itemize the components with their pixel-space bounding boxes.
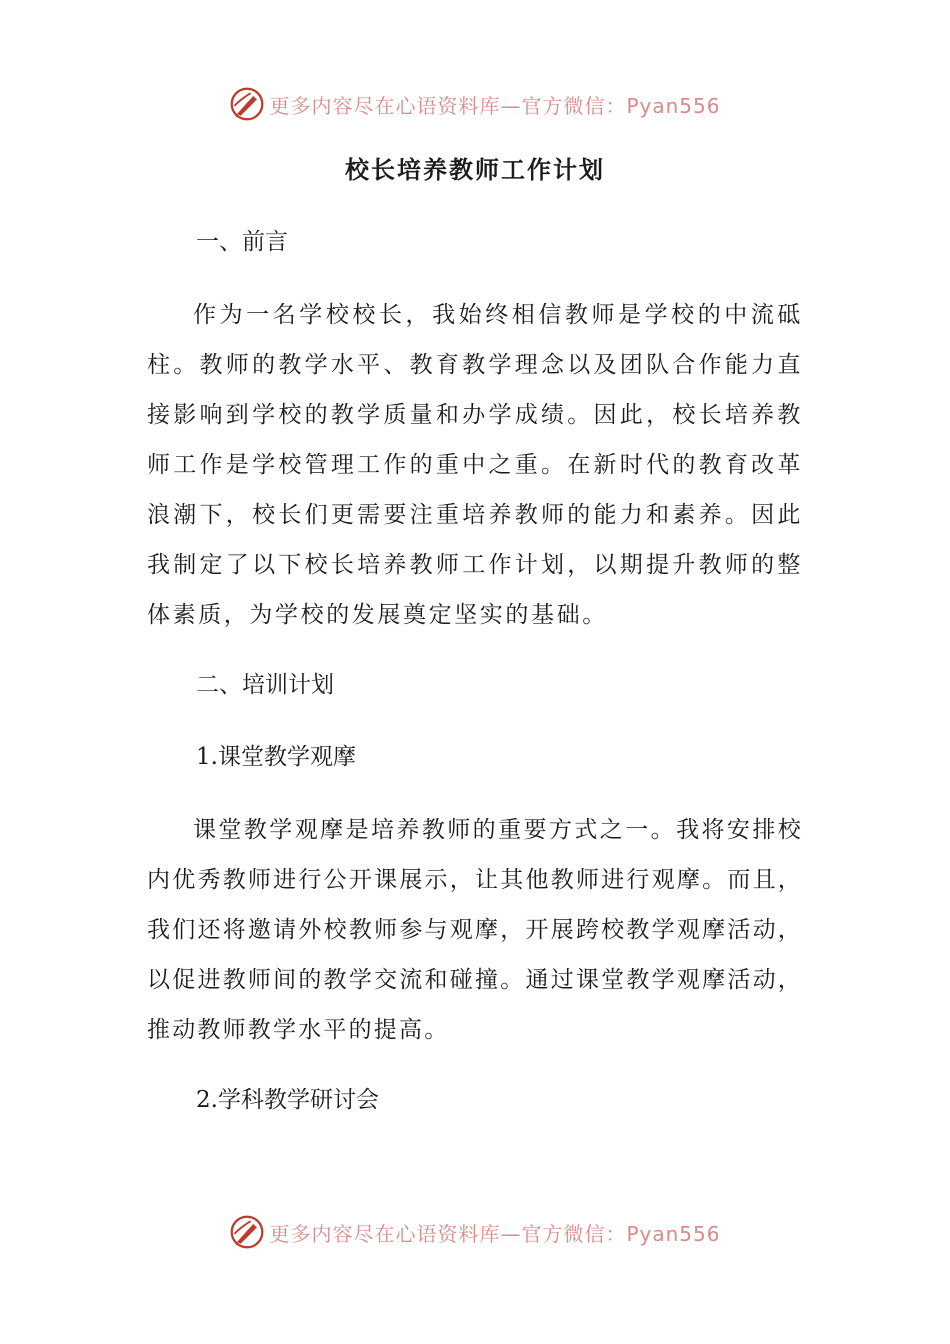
watermark-text: 更多内容尽在心语资料库—官方微信：Pyan556 [269,93,721,118]
section-heading-training-plan: 二、培训计划 [196,672,334,698]
watermark-text: 更多内容尽在心语资料库—官方微信：Pyan556 [269,1221,721,1246]
pen-logo-icon [229,86,265,122]
footer-watermark [0,1210,950,1254]
classroom-observation-paragraph: 课堂教学观摩是培养教师的重要方式之一。我将安排校内优秀教师进行公开课展示，让其他教师进行观摩。而且，我们还将邀请外校教师参与观摩，开展跨校教学观摩活动，以促进教师间的教学交流和碰撞。通过课堂教学观摩活动，推动教师教学水平的提高。 [147,817,803,1043]
subheading-classroom-observation: 1.课堂教学观摩 [196,744,356,770]
pen-logo-icon [229,1214,265,1250]
section-heading-preface: 一、前言 [196,229,288,255]
subheading-subject-seminar: 2.学科教学研讨会 [196,1087,379,1113]
header-watermark [0,82,950,126]
preface-paragraph: 作为一名学校校长，我始终相信教师是学校的中流砥柱。教师的教学水平、教育教学理念以及团队合作能力直接影响到学校的教学质量和办学成绩。因此，校长培养教师工作是学校管理工作的重中之重。在新时代的教育改革浪潮下，校长们更需要注重培养教师的能力和素养。因此我制定了以下校长培养教师工作计划，以期提升教师的整体素质，为学校的发展奠定坚实的基础。 [147,302,803,628]
document-title: 校长培养教师工作计划 [345,155,605,184]
